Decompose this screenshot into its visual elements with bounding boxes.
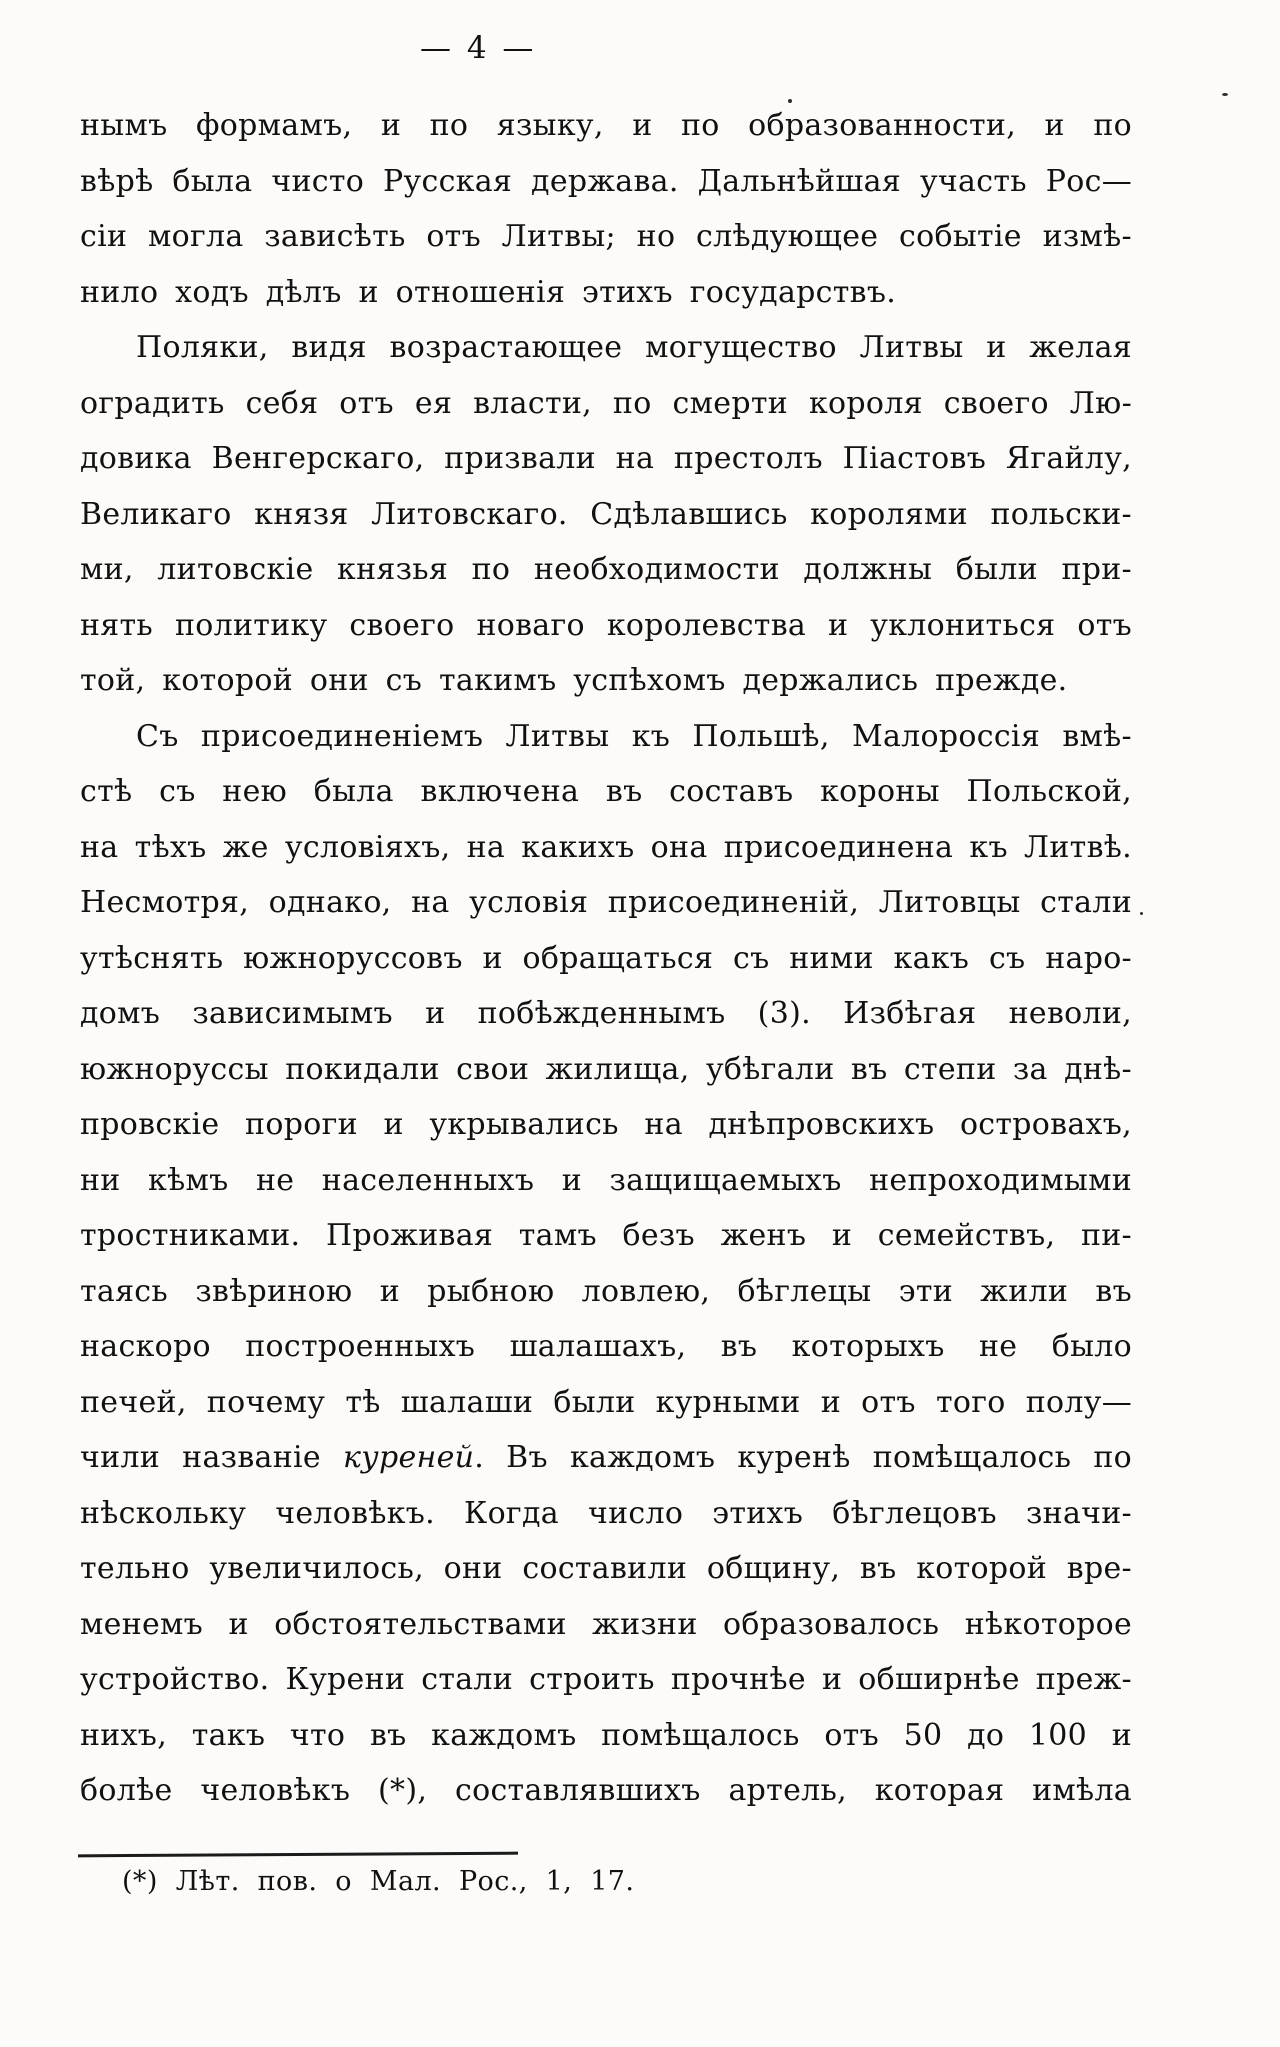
- text-line: оградить себя отъ ея власти, по смерти короля своего Лю-: [80, 385, 1132, 421]
- scan-speck: [1140, 912, 1143, 915]
- text-segment: . Въ каждомъ куренѣ помѣщалось по: [474, 1440, 1132, 1475]
- text-line: нило ходъ дѣлъ и отношенія этихъ государствъ.: [80, 274, 897, 310]
- footnote-rule: [78, 1852, 518, 1858]
- text-line: Поляки, видя возрастающее могущество Литвы и желая: [136, 330, 1132, 365]
- text-line: Великаго князя Литовскаго. Сдѣлавшись королями польски-: [80, 496, 1132, 532]
- text-line: нѣскольку человѣкъ. Когда число этихъ бѣглецовъ значи-: [80, 1495, 1132, 1531]
- text-line: утѣснять южноруссовъ и обращаться съ ними какъ съ наро-: [80, 940, 1132, 976]
- text-line: устройство. Курени стали строить прочнѣе и обширнѣе преж-: [80, 1662, 1132, 1697]
- scan-speck: [1222, 93, 1228, 96]
- text-line: на тѣхъ же условіяхъ, на какихъ она присоединена къ Литвѣ.: [80, 829, 1132, 865]
- text-line: [80, 1430, 1132, 1486]
- text-line: ми, литовскіе князья по необходимости должны были при-: [80, 552, 1132, 587]
- text-line: тельно увеличилось, они составили общину, въ которой вре-: [80, 1551, 1132, 1586]
- text-line: Съ присоединеніемъ Литвы къ Польшѣ, Малороссія вмѣ-: [136, 718, 1132, 754]
- text-line: провскіе пороги и укрывались на днѣпровскихъ островахъ,: [80, 1107, 1132, 1142]
- text-line: ни кѣмъ не населенныхъ и защищаемыхъ непроходимыми: [80, 1162, 1132, 1198]
- text-line: нять политику своего новаго королевства и уклониться отъ: [80, 607, 1132, 643]
- text-line: нымъ формамъ, и по языку, и по образованности, и по: [80, 108, 1132, 143]
- text-line: нихъ, такъ что въ каждомъ помѣщалось отъ 50 до 100 и: [80, 1717, 1132, 1753]
- text-segment: чили названіе: [80, 1440, 344, 1475]
- text-line: сіи могла зависѣть отъ Литвы; но слѣдующее событіе измѣ-: [80, 219, 1132, 254]
- text-line: таясь звѣриною и рыбною ловлею, бѣглецы эти жили въ: [80, 1273, 1132, 1309]
- text-line: стѣ съ нею была включена въ составъ короны Польской,: [80, 774, 1132, 809]
- text-line: менемъ и обстоятельствами жизни образовалось нѣкоторое: [80, 1606, 1132, 1642]
- text-line: южноруссы покидали свои жилища, убѣгали въ степи за днѣ-: [80, 1051, 1132, 1087]
- text-line: наскоро построенныхъ шалашахъ, въ которыхъ не было: [80, 1329, 1132, 1364]
- text-line: болѣе человѣкъ (*), составлявшихъ артель, которая имѣла: [80, 1773, 1132, 1808]
- text-line: печей, почему тѣ шалаши были курными и отъ того полу—: [80, 1384, 1132, 1420]
- text-line: довика Венгерскаго, призвали на престолъ Піастовъ Ягайлу,: [80, 441, 1132, 476]
- italic-term: куреней: [343, 1440, 475, 1475]
- text-line: той, которой они съ такимъ успѣхомъ держались прежде.: [80, 663, 1068, 698]
- footnote-text: (*) Лѣт. пов. о Мал. Рос., 1, 17.: [122, 1866, 635, 1897]
- scan-speck: [788, 99, 792, 103]
- page-body: [80, 98, 1132, 1819]
- text-line: Несмотря, однако, на условія присоединеній, Литовцы стали: [80, 885, 1132, 920]
- page-number: — 4 —: [420, 30, 537, 66]
- text-line: тростниками. Проживая тамъ безъ женъ и семействъ, пи-: [80, 1218, 1132, 1253]
- text-line: вѣрѣ была чисто Русская держава. Дальнѣйшая участь Рос—: [80, 163, 1132, 199]
- text-line: домъ зависимымъ и побѣжденнымъ (3). Избѣгая неволи,: [80, 996, 1132, 1031]
